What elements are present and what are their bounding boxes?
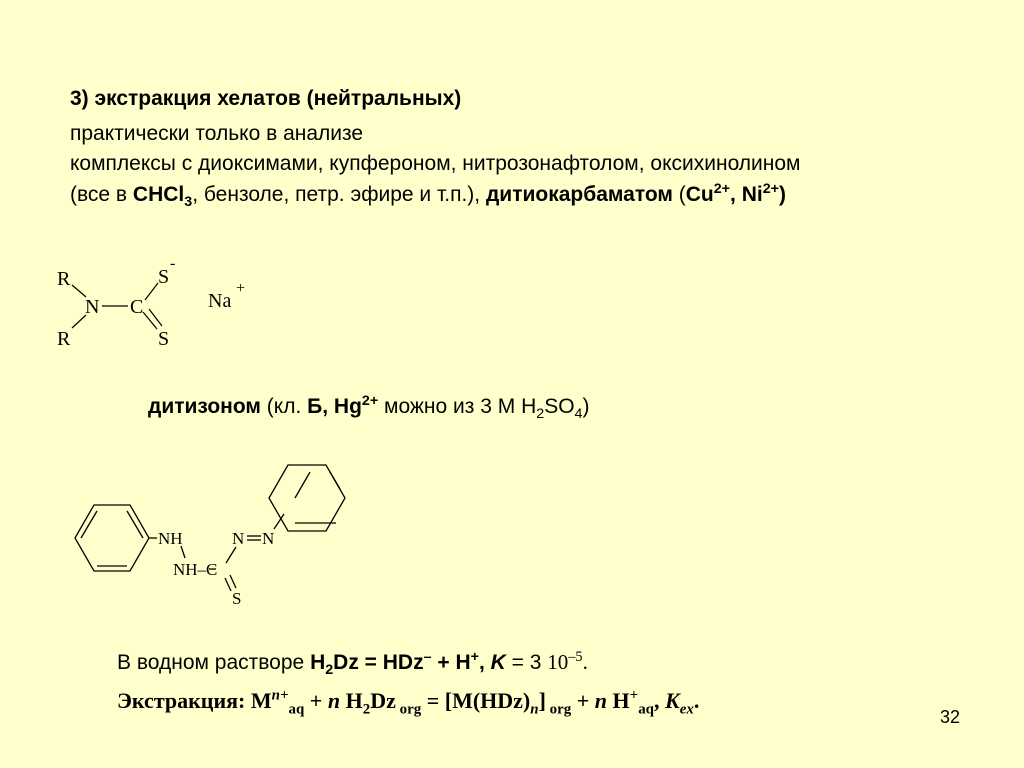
org-sub-1: org [395, 701, 422, 718]
complex-text: = [M(HDz) [421, 688, 531, 713]
dz-s: S [232, 589, 242, 608]
extraction-dot: . [693, 688, 700, 713]
aq-sub-1: aq [288, 701, 305, 718]
cu-ion [686, 183, 786, 206]
dz-nh-c: NH–C [173, 560, 218, 579]
heading: 3) экстракция хелатов (нейтральных) [70, 87, 462, 110]
dithizone-text-2: можно из 3 М H [378, 395, 537, 418]
ex-sub [680, 701, 694, 717]
line-extraction [117, 687, 700, 718]
hg-charge: 2+ [361, 393, 379, 409]
m-charge [272, 688, 289, 704]
plus-1: + [304, 688, 328, 713]
dtc-r-bottom: R [57, 328, 71, 350]
line-dithizone [148, 393, 590, 423]
ex-sub-text: ex [679, 701, 694, 718]
hdz-charge: – [423, 649, 432, 665]
ten-base: 10 [547, 650, 569, 674]
plus-2: + [571, 688, 595, 713]
extraction-label: Экстракция: [117, 688, 251, 713]
n-sub-text: n [530, 701, 539, 718]
page-number: 32 [940, 707, 961, 727]
h-charge: + [629, 687, 639, 704]
cu-text: Cu [685, 183, 714, 206]
extraction-comma: , [654, 688, 665, 713]
bracket-close: ] [538, 688, 546, 713]
h2-text: H [310, 651, 326, 674]
na-cation: Na [208, 290, 232, 312]
solution-eq-3: = 3 [505, 651, 548, 674]
dtc-n: N [85, 296, 100, 318]
solution-text-1: В водном растворе [117, 651, 311, 674]
eq-text-1: Dz = HDz [333, 651, 424, 674]
solvents-text-2: , бензоле, петр. эфире и т.п.), [192, 183, 486, 206]
dithizone-text-1: (кл. [260, 395, 308, 418]
dithiocarbamate-structure [45, 255, 285, 355]
n-coef-1: n [327, 688, 341, 713]
ion-close-paren: ) [778, 183, 786, 206]
eq-comma: , [479, 651, 491, 674]
dithiocarbamate-word: дитиокарбаматом [485, 183, 673, 206]
na-charge: + [236, 280, 246, 297]
cu-charge: 2+ [713, 181, 731, 197]
h-text: H [607, 688, 630, 713]
hg-text: Б, Hg [307, 395, 362, 418]
dtc-s-bottom: S [158, 328, 170, 350]
h2-text: H [340, 688, 363, 713]
k-symbol: K [490, 651, 506, 674]
ion-separator: , [730, 183, 742, 206]
chcl3-sub: 3 [184, 194, 193, 211]
m-charge-text: n+ [271, 687, 289, 704]
chcl3-text: CHCl [132, 183, 185, 206]
line-complexes: комплексы с диоксимами, купфероном, нитрозонафтолом, оксихинолином [70, 152, 801, 175]
eq-text-2: + H [431, 651, 471, 674]
k-symbol: K [665, 688, 680, 713]
h2so4-sub-2: 2 [536, 406, 545, 423]
ni-charge: 2+ [762, 181, 779, 197]
n-coef-2: n [594, 688, 608, 713]
dz-text: Dz [370, 688, 396, 713]
dtc-s-minus: - [170, 255, 176, 272]
dtc-s-top: S [158, 266, 170, 288]
h2dz-equation [310, 649, 506, 679]
dtc-c: C [130, 296, 144, 318]
line-solution-equilibrium [117, 649, 588, 679]
hg-ion [307, 395, 378, 418]
dz-n-2: N [262, 529, 275, 548]
line-analysis: практически только в анализе [70, 122, 364, 145]
solvents-text-1: (все в [70, 183, 133, 206]
n-sub [530, 701, 538, 717]
ten-exponent: –5 [568, 649, 583, 665]
org-sub-2: org [545, 701, 572, 718]
ni-text: Ni [741, 183, 763, 206]
dithizone-structure [60, 445, 350, 610]
line-solvents [70, 181, 786, 211]
h-charge: + [470, 649, 479, 665]
so-text: SO [544, 395, 575, 418]
dz-n-1: N [232, 529, 245, 548]
solvents-text-3: ( [672, 183, 686, 206]
dithizone-word: дитизоном [148, 395, 261, 418]
dz-nh-1: NH [158, 529, 183, 548]
dtc-r-top: R [57, 268, 71, 290]
h2so4-sub-4: 4 [574, 406, 583, 423]
aq-sub-2: aq [638, 701, 654, 718]
h2-sub: 2 [362, 701, 371, 718]
chcl3-formula [132, 183, 193, 211]
m-text: M [250, 688, 272, 713]
h2-sub: 2 [325, 662, 334, 679]
dithizone-close: ) [582, 395, 590, 418]
solution-dot: . [582, 650, 588, 674]
